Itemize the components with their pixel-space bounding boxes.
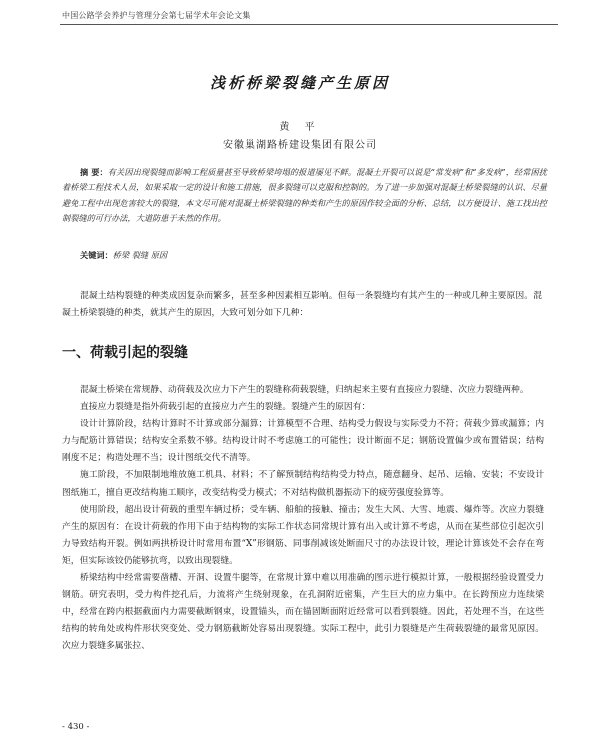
author-affiliation: 安徽巢湖路桥建设集团有限公司 <box>223 140 377 151</box>
abstract <box>62 165 547 227</box>
paragraph: 直接应力裂缝是指外荷载引起的直接应力产生的裂缝。裂缝产生的原因有： <box>80 402 371 413</box>
body-text <box>62 382 544 656</box>
header-rule <box>60 24 558 25</box>
paragraph: 桥梁结构中经常需要凿槽、开洞、设置牛腿等，在常规计算中难以用准确的图示进行模拟计算，一般根据经验设置受力钢筋。研究表明，受力构件挖孔后，力流将产生绕射现象，在孔洞附近密集，产生巨大的应力集中。在长跨预应力连续梁中，经常在跨内根据截面内力需要截断钢束，设置锚头，而在锚固断面附近经常可以看到裂缝。因此，若处理不当，在这些结构的转角处或构件形状突变处、受力钢筋截断处容易出现裂缝。实际工程中，此引力裂缝是产生荷载裂缝的最常见原因。次应力裂缝多属张拉、 <box>62 573 544 652</box>
paper-title: 浅析桥梁裂缝产生原因 <box>209 74 390 92</box>
intro-paragraph: 混凝土结构裂缝的种类成因复杂而繁多，甚至多种因素相互影响。但每一条裂缝均有其产生的一种或几种主要原因。混凝土桥梁裂缝的种类，就其产生的原因，大致可划分如下几种： <box>62 291 542 318</box>
page-number: - 430 - <box>62 722 90 732</box>
keywords <box>80 250 167 261</box>
abstract-label: 摘 要： <box>80 167 108 177</box>
paragraph: 使用阶段，超出设计荷载的重型车辆过桥；受车辆、船舶的接触、撞击；发生大风、大雪、地震、爆炸等。次应力裂缝产生的原因有：在设计荷载的作用下由于结构物的实际工作状态同常规计算有出入或计算不考虑，从而在某些部位引起次引力导致结构开裂。例如两拱桥设计时常用布置“X”形钢筋、同事削减该处断面尺寸的办法设计铰，理论计算该处不会存在弯矩，但实际该铰仍能够抗弯，以致出现裂缝。 <box>62 504 544 566</box>
author-name: 黄 平 <box>279 122 321 133</box>
keywords-text: 桥梁 裂缝 原因 <box>112 250 168 260</box>
keywords-label: 关键词： <box>80 250 113 260</box>
abstract-text: 有关因出现裂缝而影响工程质量甚至导致桥梁垮塌的报道屡见不鲜。混凝土开裂可以说是“常发病”和“多发病”，经常困扰着桥梁工程技术人员，如果采取一定的设计和施工措施，很多裂缝可以克服和控制的。为了进一步加强对混凝土桥梁裂缝的认识、尽量避免工程中出现危害较大的裂缝，本文尽可能对混凝土桥梁裂缝的种类和产生的原因作较全面的分析、总结，以方便设计、施工找出控制裂缝的可行办法，大道防患于未然的作用。 <box>62 167 547 224</box>
section-heading: 一、荷载引起的裂缝 <box>62 345 188 361</box>
paragraph: 施工阶段，不加限制地堆放施工机具、材料；不了解预制结构结构受力特点，随意翻身、起吊、运输、安装；不安设计图纸施工，擅自更改结构施工顺序，改变结构受力模式；不对结构做机器振动下的疲劳强度验算等。 <box>62 470 544 498</box>
paragraph: 设计计算阶段，结构计算时不计算或部分漏算；计算模型不合理、结构受力假设与实际受力不符；荷载少算或漏算；内力与配筋计算错误；结构安全系数不够。结构设计时不考虑施工的可能性；设计断面不足；钢筋设置偏少或布置错误；结构刚度不足；构造处理不当；设计图纸交代不清等。 <box>62 419 544 464</box>
running-head: 中国公路学会养护与管理分会第七届学术年会论文集 <box>62 11 251 20</box>
paragraph: 混凝土桥梁在常规静、动荷载及次应力下产生的裂缝称荷载裂缝，归纳起来主要有直接应力裂缝、次应力裂缝两种。 <box>80 385 529 395</box>
